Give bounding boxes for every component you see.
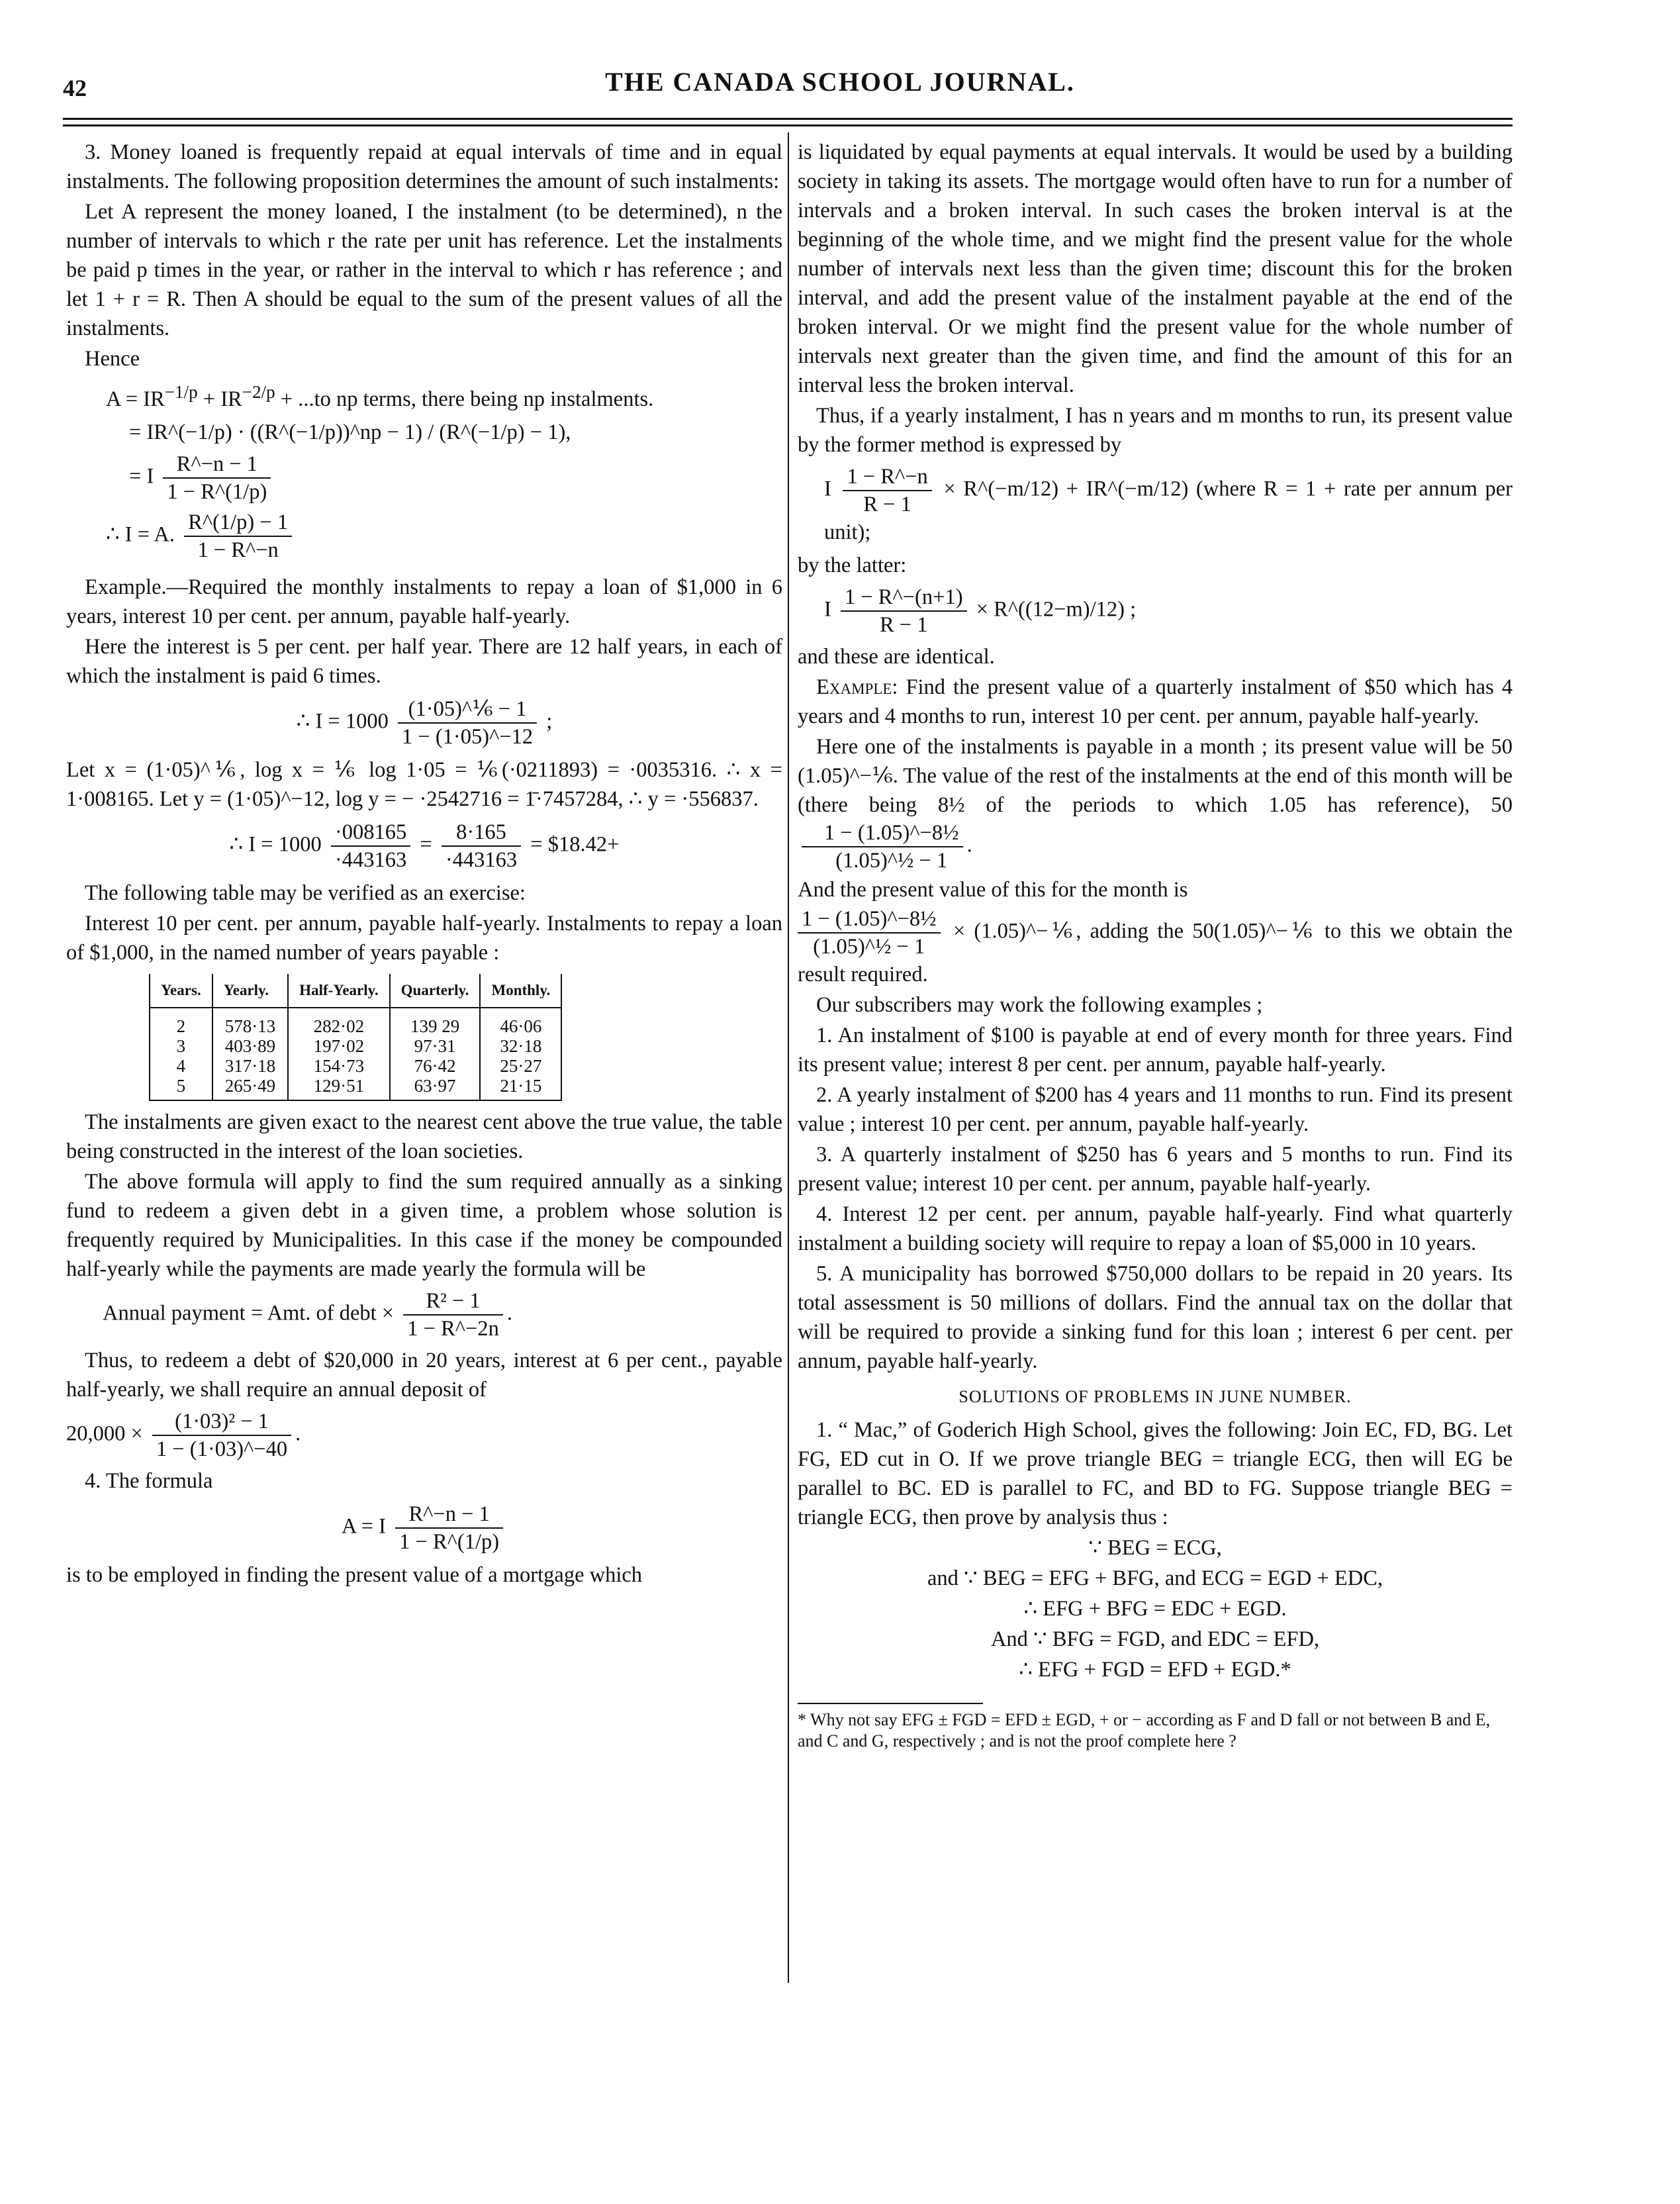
table-row (150, 1036, 561, 1056)
exercise-item: 3. A quarterly instalment of $250 has 6 years and 5 months to run. Find its present value; interest 10 per cent. per annum, payable half-yearly. (798, 1143, 1513, 1196)
proof-line: And ∵ BFG = FGD, and EDC = EFD, (990, 1627, 1320, 1651)
table-cell: 578·13 (212, 1008, 289, 1036)
paragraph: and these are identical. (798, 645, 995, 669)
paragraph: The above formula will apply to find the sum required annually as a sinking fund to redeem a given debt in a given time, a problem whose solution is frequently required by Municipalities. In this case if the money be compounded half-yearly while the payments are made yearly the formula will be (66, 1169, 782, 1281)
equation: $A = IR^{-1/p} + IR^{-2/p} + ...to$ np terms, there being np instalments. (106, 382, 654, 411)
equation: = I $\frac{R\^{}-n - 1}{1 - R\^{}(1/p)}$ (129, 451, 782, 505)
paragraph: Thus, to redeem a debt of $20,000 in 20 years, interest at 6 per cent., payable half-yearly, we shall require an annual deposit of (66, 1348, 782, 1402)
table-header: Yearly. (212, 974, 289, 1008)
table-cell: 21·15 (480, 1076, 561, 1100)
equation: ∴ I = 1000 $\frac{\text{(1·05)\textasciicircum{}⅙ − 1}}{1 - (1\cdot 05)\^{}-12}$ ; (296, 696, 553, 749)
table-cell: 2 (150, 1008, 212, 1036)
exercise-item: 5. A municipality has borrowed $750,000 dollars to be repaid in 20 years. Its total assessment is 50 millions of dollars. Find the annual tax on the dollar that will be required to provide a sinking fund for this loan ; interest 6 per cent. per annum, payable half-yearly. (798, 1262, 1513, 1373)
table-cell: 139 29 (390, 1008, 481, 1036)
footnote-rule (798, 1703, 983, 1704)
table-cell: 32·18 (480, 1036, 561, 1056)
table-cell: 76·42 (390, 1056, 481, 1076)
table-cell: 25·27 (480, 1056, 561, 1076)
proof-line: ∵ BEG = ECG, (1088, 1536, 1222, 1560)
proof-line: ∴ EFG + FGD = EFD + EGD.* (1019, 1658, 1291, 1682)
paragraph: Here one of the instalments is payable in a month ; its present value will be 50 (1.05)^−⅙. The value of the rest of the instalments at the end of this month will be (there being 8½ of the periods to which 1.05 has reference), 50 $\frac{\text{1 − (1.05)\textasciicircum{}−8½}}{\text{(1.05)\textasciicircum{}½ − 1}}$ . (798, 735, 1513, 873)
paragraph: Hence (85, 347, 140, 371)
proof-line: ∴ EFG + BFG = EDC + EGD. (1023, 1597, 1287, 1621)
table-header: Half-Yearly. (288, 974, 389, 1008)
equation: ∴ I = A. $\frac{R\^{}(1/p) - 1}{1 - R\^{}-n}$ (106, 509, 782, 563)
equation: = IR^(−1/p) · ((R^(−1/p))^np − 1) / (R^(−1/p) − 1), (129, 420, 571, 444)
right-column (798, 138, 1513, 1753)
equation: ∴ I = 1000 $\frac{\cdot 008165}{\cdot 443163}$ = $\frac{8\cdot 165}{\cdot 443163}$ = $18.42+ (229, 820, 620, 872)
paragraph: Let x = (1·05)^⅙, log x = ⅙ log 1·05 = ⅙(·0211893) = ·0035316. ∴ x = 1·008165. Let y = (1·05)^−12, log y = − ·2542716 = 1̄·7457284, ∴ y = ·556837. (66, 757, 782, 811)
table-header: Years. (150, 974, 212, 1008)
paragraph: 4. The formula (85, 1468, 213, 1493)
table-row (150, 1008, 561, 1036)
table-cell: 129·51 (288, 1076, 389, 1100)
equation: A = I $\frac{R\^{}-n - 1}{1 - R\^{}(1/p)}$ (66, 1501, 782, 1555)
journal-title: THE CANADA SCHOOL JOURNAL. (605, 67, 1075, 97)
paragraph: by the latter: (798, 553, 907, 577)
table-header: Quarterly. (390, 974, 481, 1008)
left-column (66, 138, 782, 1591)
exercise-item: 4. Interest 12 per cent. per annum, payable half-yearly. Find what quarterly instalment a building society will require to repay a loan of $5,000 in 10 years. (798, 1202, 1513, 1255)
instalments-table (149, 974, 562, 1101)
paragraph: 1. “ Mac,” of Goderich High School, gives the following: Join EC, FD, BG. Let FG, ED cut in O. If we prove triangle BEG = triangle ECG, then will EG be parallel to BC. ED is parallel to FC, and BD to FG. Suppose triangle BEG = triangle ECG, then prove by analysis thus : (798, 1418, 1513, 1529)
paragraph: is to be employed in finding the present value of a mortgage which (66, 1562, 643, 1587)
table-cell: 154·73 (288, 1056, 389, 1076)
paragraph: Our subscribers may work the following examples ; (816, 993, 1263, 1017)
header-rule-2 (63, 124, 1513, 126)
paragraph: Let A represent the money loaned, I the instalment (to be determined), n the number of intervals to which r the rate per unit has reference. Let the instalments be paid p times in the year, or rather in the interval to which r has reference ; and let 1 + r = R. Then A should be equal to the sum of the present values of all the instalments. (66, 200, 782, 340)
table-cell: 265·49 (212, 1076, 289, 1100)
table-row (150, 1076, 561, 1100)
column-divider (788, 132, 789, 1983)
footnote: * Why not say EFG ± FGD = EFD ± EGD, + or − according as F and D fall or not between B and E, and C and G, respectively ; and is not the proof complete here ? (798, 1710, 1491, 1750)
table-cell: 3 (150, 1036, 212, 1056)
solutions-heading: SOLUTIONS OF PROBLEMS IN JUNE NUMBER. (958, 1387, 1352, 1406)
table-cell: 317·18 (212, 1056, 289, 1076)
example-paragraph: Example.—Required the monthly instalments to repay a loan of $1,000 in 6 years, interest 10 per cent. per annum, payable half-yearly. (66, 575, 782, 628)
table-header: Monthly. (480, 974, 561, 1008)
page-number: 42 (63, 75, 87, 101)
table-row (150, 1056, 561, 1076)
paragraph: 3. Money loaned is frequently repaid at equal intervals of time and in equal instalments. The following proposition determines the amount of such instalments: (66, 140, 782, 193)
example-label: Example (816, 675, 892, 699)
exercise-item: 1. An instalment of $100 is payable at end of every month for three years. Find its present value; interest 8 per cent. per annum, payable half-yearly. (798, 1024, 1513, 1077)
equation: 20,000 × $\frac{\text{(1·03)² − 1}}{1 - (1\cdot 03)\^{}-40}$ . (66, 1409, 301, 1461)
paragraph: is liquidated by equal payments at equal intervals. It would be used by a building society in taking its assets. The mortgage would often have to run for a number of intervals and a broken interval. In such cases the broken interval is at the beginning of the whole time, and we might find the present value for the whole number of intervals next less than the given time; discount this for the broken interval, and add the present value of the instalment payable at the end of the broken interval. Or we might find the present value for the whole number of intervals next greater than the given time, and find the amount of this for an interval less the broken interval. (798, 140, 1513, 397)
proof-line: and ∵ BEG = EFG + BFG, and ECG = EGD + EDC, (927, 1566, 1383, 1590)
equation: I $\frac{1 - R\^{}-n}{R - 1}$ × R^(−m/12) + IR^(−m/12) (where R = 1 + rate per annum per unit); (824, 465, 1513, 544)
table-cell: 5 (150, 1076, 212, 1100)
paragraph: The instalments are given exact to the nearest cent above the true value, the table being constructed in the interest of the loan societies. (66, 1110, 782, 1163)
example-paragraph: Example: Find the present value of a quarterly instalment of $50 which has 4 years and 4 months to run, interest 10 per cent. per annum, payable half-yearly. (798, 675, 1513, 728)
equation: I $\frac{1 - R\^{}-(n+1)}{R - 1}$ × R^((12−m)/12) ; (824, 585, 1137, 637)
table-cell: 97·31 (390, 1036, 481, 1056)
header-rule-1 (63, 118, 1513, 120)
paragraph: Thus, if a yearly instalment, I has n years and m months to run, its present value by the former method is expressed by (798, 404, 1513, 457)
paragraph: Here the interest is 5 per cent. per half year. There are 12 half years, in each of which the instalment is paid 6 times. (66, 634, 782, 688)
paragraph: Interest 10 per cent. per annum, payable half-yearly. Instalments to repay a loan of $1,000, in the named number of years payable : (66, 911, 782, 965)
paragraph: The following table may be verified as an exercise: (85, 881, 526, 905)
table-cell: 197·02 (288, 1036, 389, 1056)
exercise-item: 2. A yearly instalment of $200 has 4 years and 11 months to run. Find its present value ; interest 10 per cent. per annum, payable half-yearly. (798, 1083, 1513, 1136)
equation: Annual payment = Amt. of debt × $\frac{\text{R² − 1}}{1 - R\^{}-2n}$ . (103, 1288, 512, 1341)
table-cell: 63·97 (390, 1076, 481, 1100)
table-cell: 46·06 (480, 1008, 561, 1036)
table-cell: 403·89 (212, 1036, 289, 1056)
paragraph: $\frac{\text{1 − (1.05)\textasciicircum{}−8½}}{\text{(1.05)\textasciicircum{}½ − 1}}$ × (1.05)^−⅙, adding the 50(1.05)^−⅙ to this we obtain the result required. (798, 907, 1513, 986)
paragraph: And the present value of this for the month is (798, 878, 1188, 902)
table-header-row (150, 974, 561, 1008)
table-cell: 282·02 (288, 1008, 389, 1036)
table-cell: 4 (150, 1056, 212, 1076)
